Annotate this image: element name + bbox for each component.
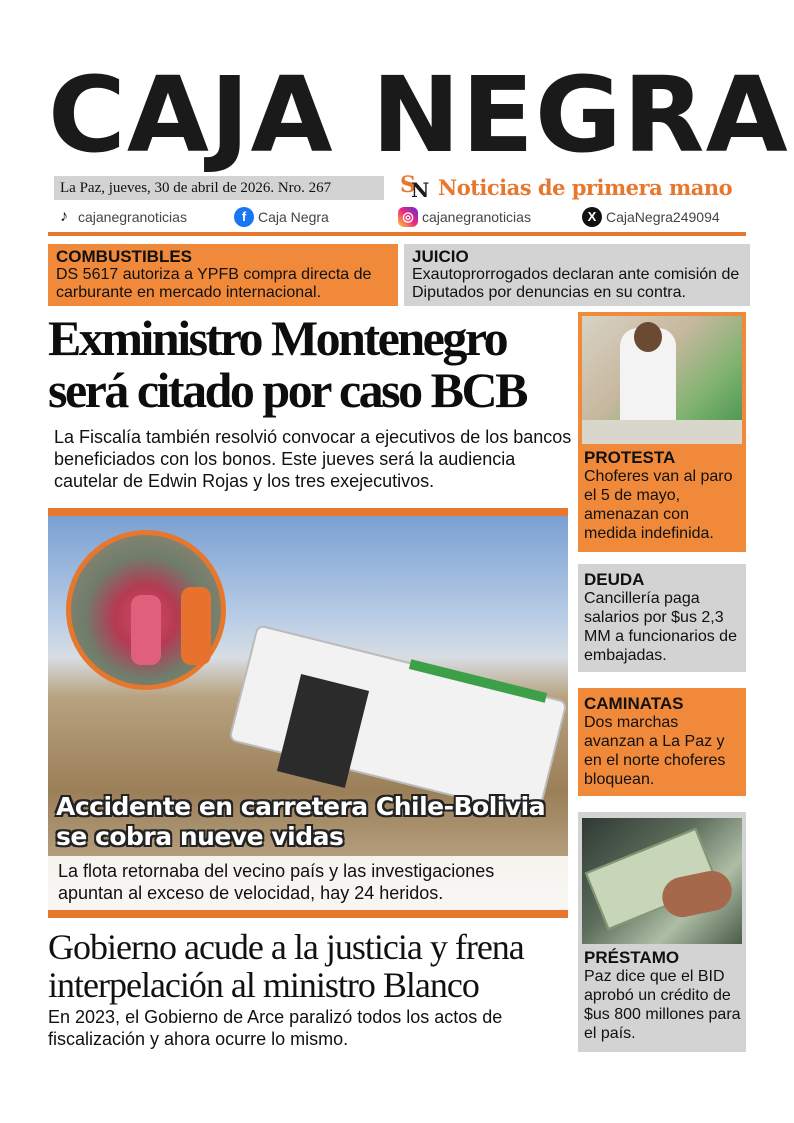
masthead-title: CAJA NEGRA: [48, 54, 789, 176]
social-handle: cajanegranoticias: [78, 209, 187, 225]
slogan: [400, 170, 750, 204]
sidebar-protesta[interactable]: [578, 312, 746, 552]
main-headline[interactable]: Exministro Montenegro será citado por caso BCB: [48, 310, 526, 418]
sidebar-deuda[interactable]: [578, 564, 746, 672]
box-text: Exautoprorrogados declaran ante comisión de Diputados por denuncias en su contra.: [412, 266, 740, 301]
box-juicio[interactable]: [404, 244, 750, 306]
sidebar-kicker: CAMINATAS: [584, 694, 684, 713]
sidebar-text: Dos marchas avanzan a La Paz y en el norte choferes bloquean.: [584, 714, 726, 788]
social-x[interactable]: [582, 206, 720, 228]
accident-deck: La flota retornaba del vecino país y las investigaciones apuntan al exceso de velocidad, hay 24 heridos.: [48, 856, 568, 910]
social-handle: CajaNegra249094: [606, 209, 720, 225]
bus-shape: [228, 624, 568, 818]
accident-headline[interactable]: Accidente en carretera Chile-Bolivia se cobra nueve vidas: [56, 792, 546, 851]
rescuer-figure: [181, 587, 211, 665]
protesta-photo: [582, 316, 742, 444]
sidebar-text: Choferes van al paro el 5 de mayo, amenazan con medida indefinida.: [584, 468, 733, 542]
rescuer-figure: [131, 595, 161, 665]
social-links: [54, 206, 754, 230]
box-text: DS 5617 autoriza a YPFB compra directa de carburante en mercado internacional.: [56, 266, 372, 301]
second-deck: En 2023, el Gobierno de Arce paralizó todos los actos de fiscalización y ahora ocurre lo mismo.: [48, 1007, 503, 1049]
sidebar-caminatas[interactable]: [578, 688, 746, 796]
prestamo-photo: [582, 818, 742, 944]
sidebar-kicker: PRÉSTAMO: [584, 948, 680, 967]
sidebar-text: Cancillería paga salarios por $us 2,3 MM a funcionarios de embajadas.: [584, 590, 737, 664]
sn-logo: S N: [400, 172, 430, 202]
social-handle: cajanegranoticias: [422, 209, 531, 225]
sidebar-kicker: PROTESTA: [584, 448, 676, 467]
social-handle: Caja Negra: [258, 209, 329, 225]
social-tiktok[interactable]: [54, 206, 187, 228]
tiktok-icon: ♪: [54, 207, 74, 227]
slogan-text: Noticias de primera mano: [438, 174, 733, 200]
sidebar-text: Paz dice que el BID aprobó un crédito de $us 800 millones para el país.: [584, 968, 741, 1042]
accident-top-rule: [48, 508, 568, 516]
box-kicker: JUICIO: [412, 247, 469, 266]
box-kicker: COMBUSTIBLES: [56, 247, 192, 266]
second-headline[interactable]: Gobierno acude a la justicia y frena interpelación al ministro Blanco: [48, 927, 524, 1005]
facebook-icon: f: [234, 207, 254, 227]
sidebar-kicker: DEUDA: [584, 570, 645, 589]
dateline: La Paz, jueves, 30 de abril de 2026. Nro. 267: [54, 176, 384, 200]
box-combustibles[interactable]: [48, 244, 398, 306]
social-instagram[interactable]: [398, 206, 531, 228]
x-icon: X: [582, 207, 602, 227]
header-rule: [48, 232, 746, 236]
instagram-icon: ◎: [398, 207, 418, 227]
rescue-inset-photo: [66, 530, 226, 690]
accident-bottom-rule: [48, 910, 568, 918]
social-facebook[interactable]: [234, 206, 329, 228]
sidebar-prestamo[interactable]: [578, 812, 746, 1052]
main-deck: La Fiscalía también resolvió convocar a ejecutivos de los bancos beneficiados con los bonos. Este jueves será la audiencia cautelar de Edwin Rojas y los tres exejecutivos.: [54, 427, 572, 491]
